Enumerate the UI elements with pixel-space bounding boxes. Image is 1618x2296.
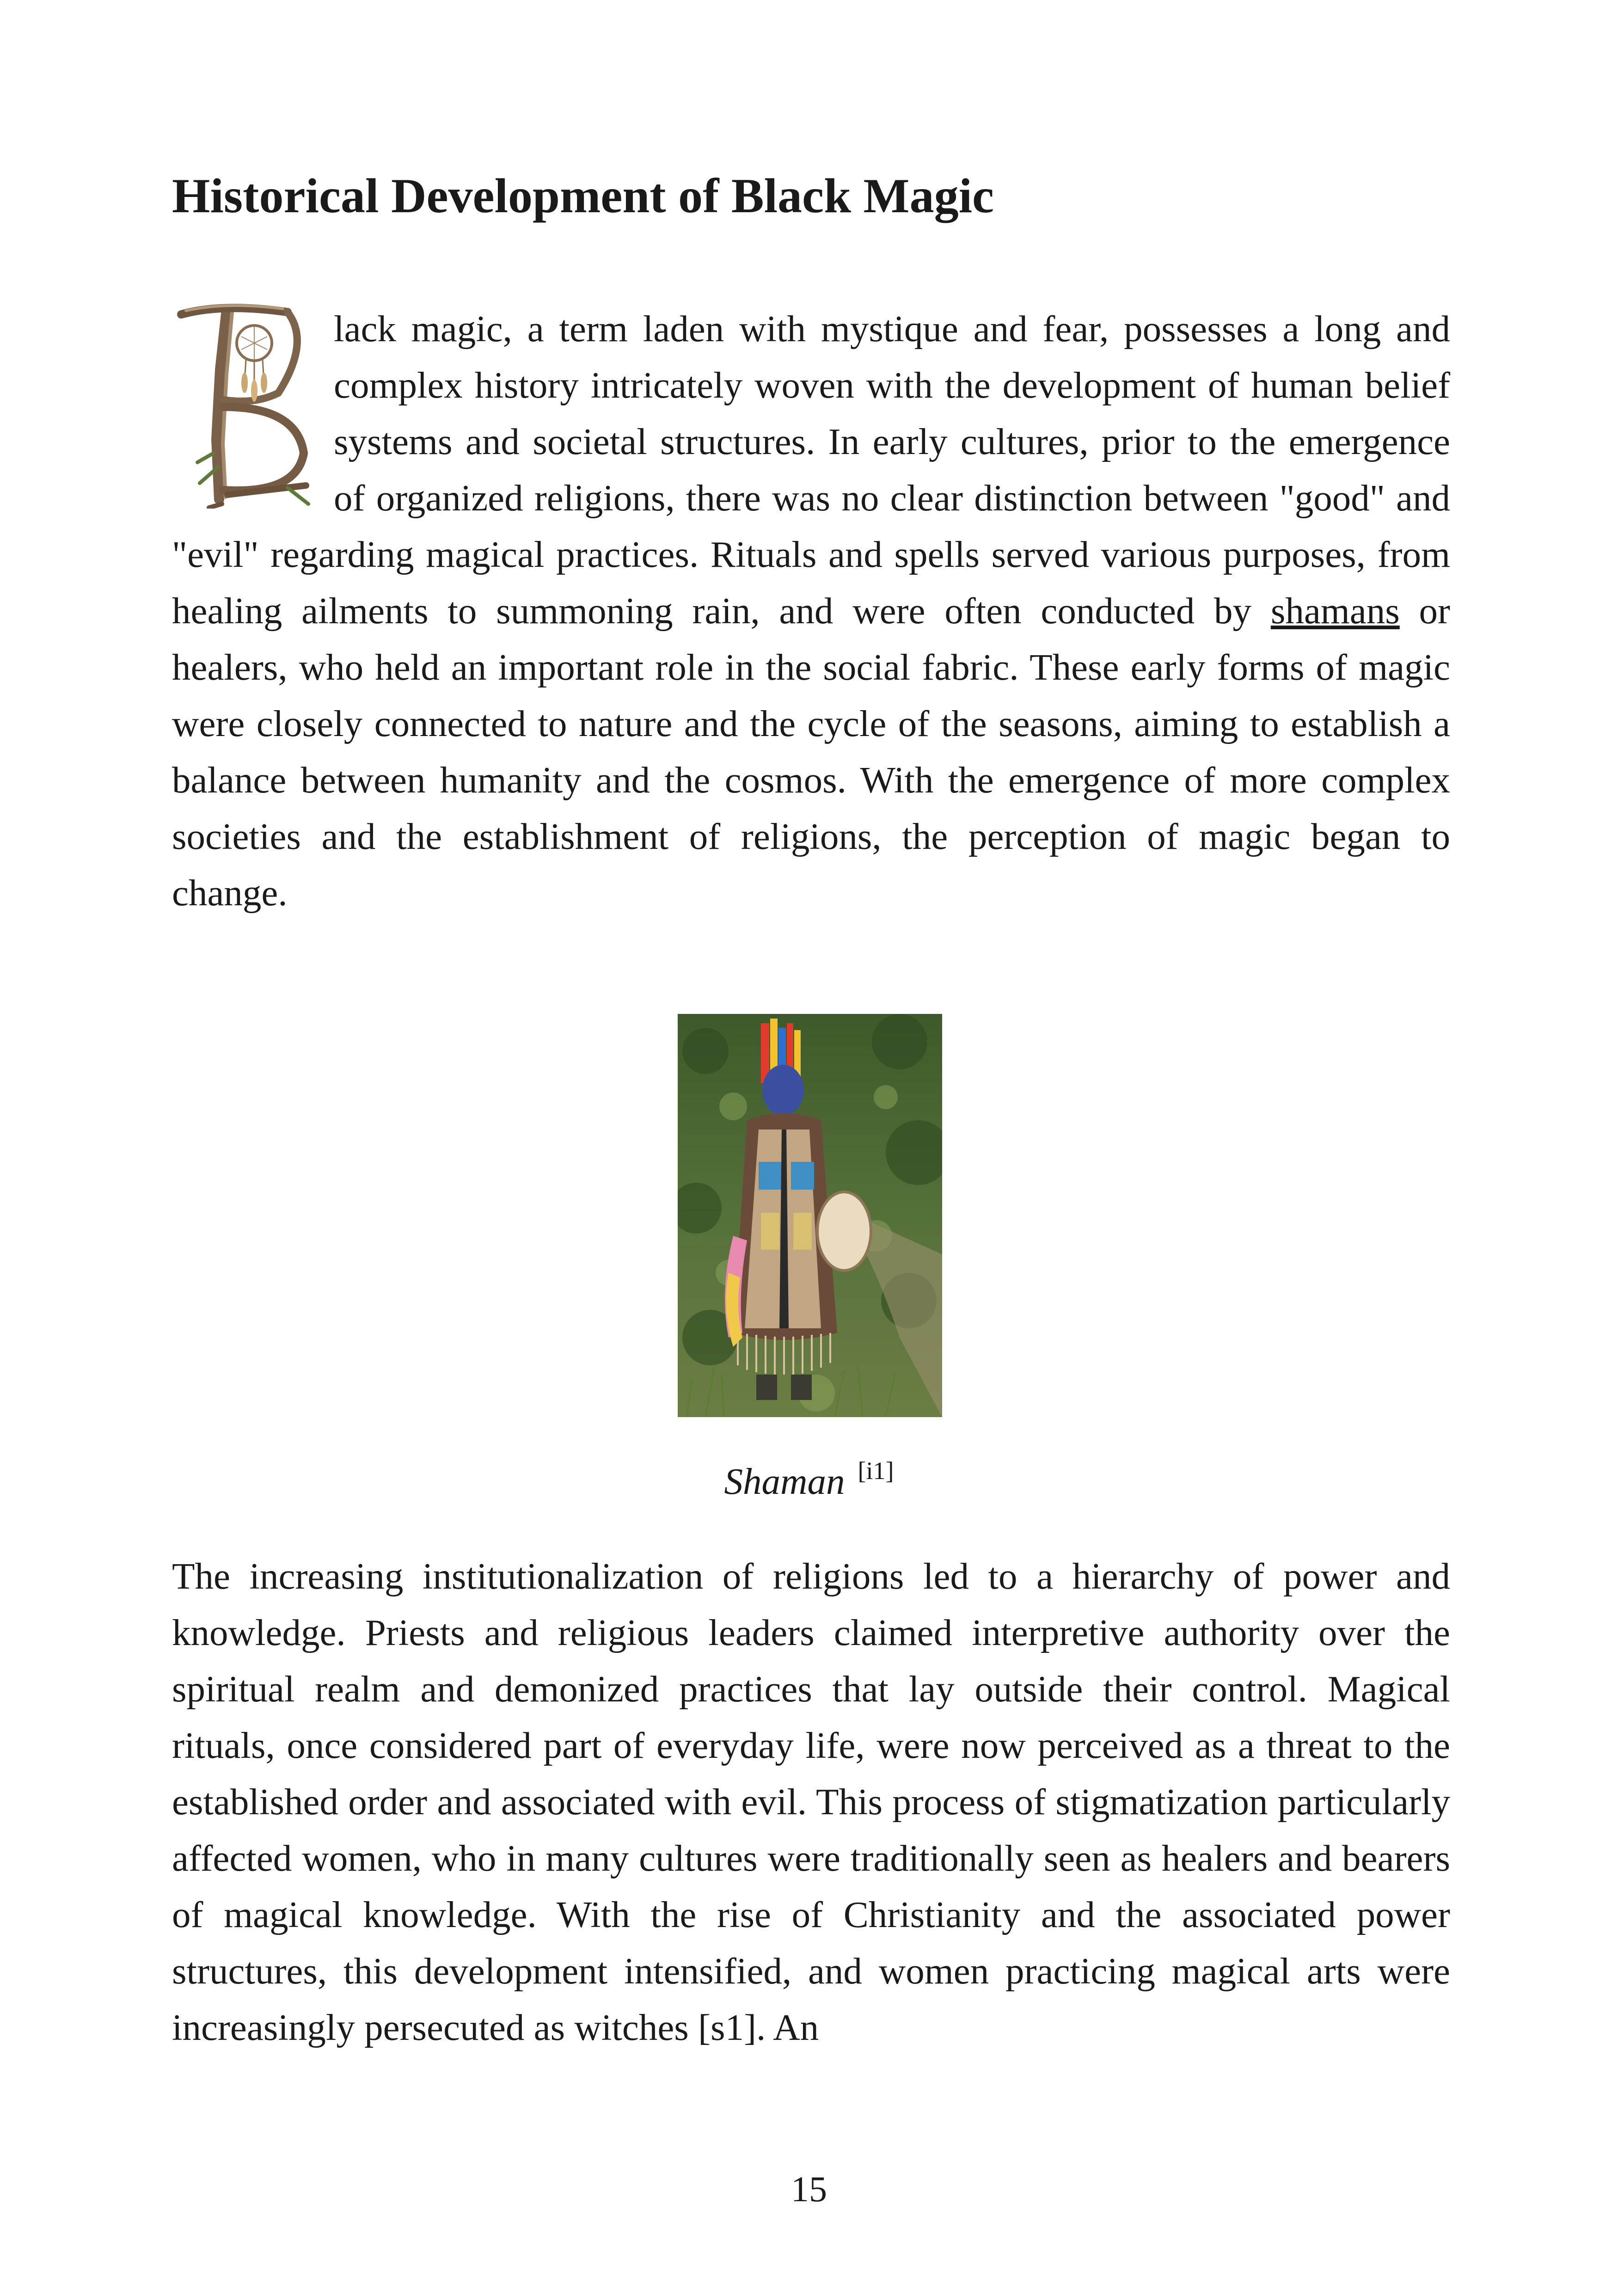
shaman-photo [678,1014,942,1417]
intro-paragraph [172,301,1450,921]
dropcap-b-twig-illustration [172,301,315,509]
intro-text-part-b: or healers, who held an important role in the social fabric. These early forms of magic were closely connected to nature and the cycle of the seasons, aiming to establish a balance between humanity and the cosmos. With the emergence of more complex societies and the establishment of religions, the perception of magic began to change. [172,590,1451,914]
page-number: 15 [791,2169,827,2209]
image-reference[interactable]: [i1] [858,1457,894,1485]
body-paragraph: The increasing institutionalization of religions led to a hierarchy of power and knowledge. Priests and religious leaders claimed interpretive authority over the spiritual realm and demonized practices that lay outside their control. Magical rituals, once considered part of everyday life, were now perceived as a threat to the established order and associated with evil. This process of stigmatization particularly affected women, who in many cultures were traditionally seen as healers and bearers of magical knowledge. With the rise of Christianity and the associated power structures, this development intensified, and women practicing magical arts were increasingly persecuted as witches [s1]. An [172,1555,1450,2048]
caption-text: Shaman [724,1461,845,1502]
intro-text-part-a: lack magic, a term laden with mystique and fear, possesses a long and complex history intricately woven with the development of human belief systems and societal structures. In early cultures, prior to the emergence of organized religions, there was no clear distinction between "good" and "evil" regarding magical practices. Rituals and spells served various purposes, from healing ailments to summoning rain, and were often conducted by [172,308,1450,632]
figure-caption [555,1456,1063,1503]
shamans-link[interactable]: shamans [1270,590,1400,632]
twig-letter-b-icon [172,301,315,509]
shaman-image [678,1014,942,1417]
page-title: Historical Development of Black Magic [172,169,994,223]
